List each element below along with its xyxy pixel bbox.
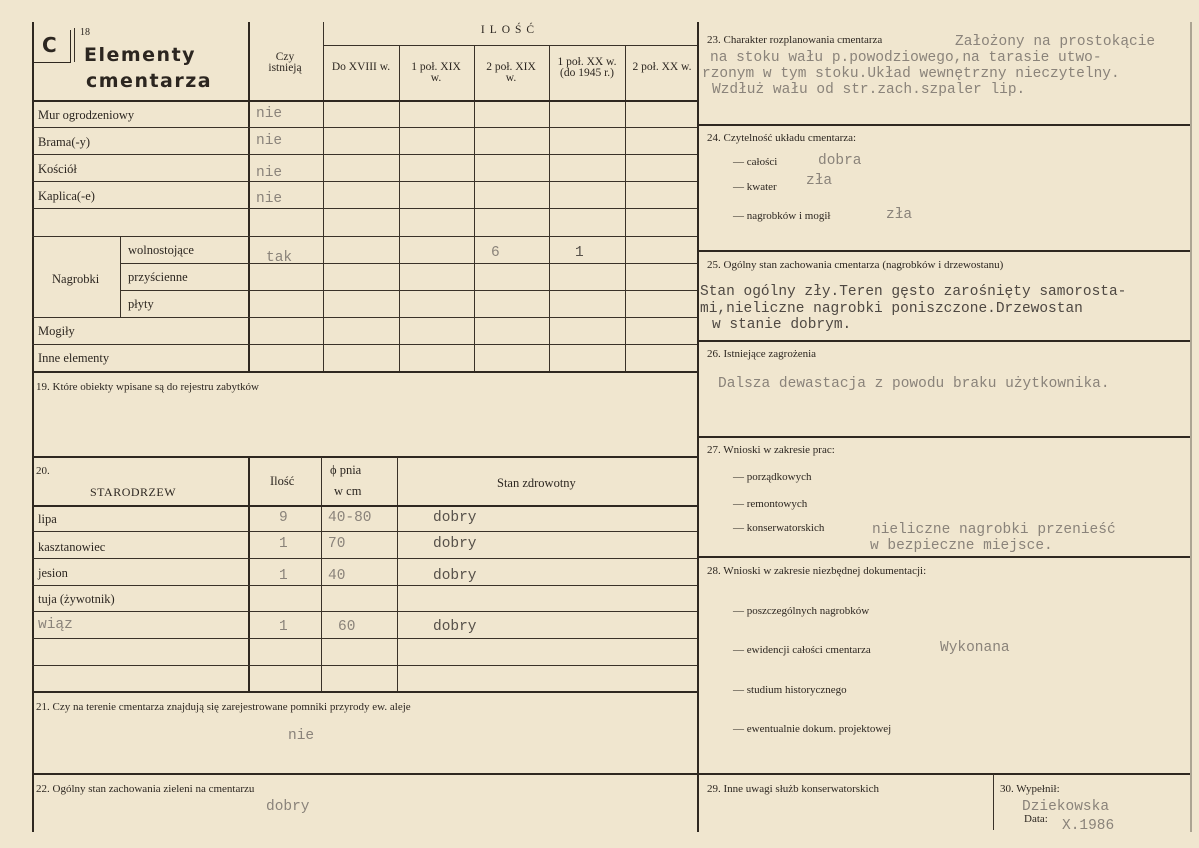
tree-name-2: jesion bbox=[38, 566, 68, 580]
element-label-mur: Mur ogrodzeniowy bbox=[38, 108, 135, 122]
q30-divider bbox=[993, 774, 994, 830]
grid-hline-r7 bbox=[120, 290, 697, 291]
q26-answer: Dalsza dewastacja z powodu braku użytkownika. bbox=[718, 376, 1110, 392]
q30-date-label: Data: bbox=[1024, 813, 1048, 825]
tree-name-4: wiąz bbox=[38, 617, 73, 633]
q20-col-count: Ilość bbox=[270, 474, 295, 488]
wolnostojace-qty-2pol-xix: 6 bbox=[491, 245, 500, 261]
q23-line2: na stoku wału p.powodziowego,na tarasie utwo- bbox=[710, 50, 1102, 66]
tree-diameter-2: 40 bbox=[328, 568, 346, 584]
quantity-header: ILOŚĆ bbox=[480, 24, 540, 36]
q20-hline-5 bbox=[32, 638, 697, 639]
tree-health-1: dobry bbox=[433, 536, 477, 552]
tree-count-0: 9 bbox=[279, 510, 288, 526]
left-edge-line bbox=[32, 22, 34, 832]
element-label-inne: Inne elementy bbox=[38, 351, 110, 365]
q27-porzadkowych: — porządkowych bbox=[733, 471, 812, 483]
q30-label: 30. Wypełnił: bbox=[1000, 783, 1060, 795]
wolnostojace-qty-1pol-xx: 1 bbox=[575, 245, 584, 261]
grid-hline-r8 bbox=[32, 317, 697, 318]
tree-diameter-0: 40-80 bbox=[328, 510, 372, 526]
grid-hline-header-bottom bbox=[32, 100, 697, 102]
q22-answer: dobry bbox=[266, 799, 310, 815]
element-label-mogily: Mogiły bbox=[38, 324, 75, 338]
grid-hline-r4 bbox=[32, 208, 697, 209]
q30-date: X.1986 bbox=[1062, 818, 1115, 834]
col-period-1: Do XVIII w. bbox=[331, 61, 391, 73]
grid-vline-q4 bbox=[549, 46, 550, 372]
grid-vline-q2 bbox=[399, 46, 400, 372]
q24-nagrobkow-answer: zła bbox=[886, 207, 913, 223]
q23-bottom-line bbox=[697, 124, 1190, 126]
grid-vline-q1 bbox=[323, 22, 324, 372]
q27-answer-line2: w bezpieczne miejsce. bbox=[870, 538, 1053, 554]
element-exists-mur: nie bbox=[256, 106, 283, 122]
grid-vline-nagrobki bbox=[120, 236, 121, 317]
q28-item3: — studium historycznego bbox=[733, 684, 847, 696]
q30-name: Dziekowska bbox=[1022, 799, 1110, 815]
element-exists-brama: nie bbox=[256, 133, 283, 149]
section-number: 18 bbox=[80, 27, 90, 38]
ilosc-underline bbox=[323, 45, 697, 46]
q25-line2: mi,nieliczne nagrobki poniszczone.Drzewostan bbox=[700, 301, 1083, 317]
element-label-wolnostojace: wolnostojące bbox=[128, 243, 194, 257]
col-period-2: 1 poł. XIX w. bbox=[411, 61, 461, 84]
col-period-4: 1 poł. XX w. (do 1945 r.) bbox=[557, 56, 617, 79]
tree-health-0: dobry bbox=[433, 510, 477, 526]
q28-item2-answer: Wykonana bbox=[940, 640, 1010, 656]
q28-label: 28. Wnioski w zakresie niezbędnej dokumentacji: bbox=[707, 565, 927, 577]
title-left-bar bbox=[74, 28, 75, 62]
col-exists-header: Czy istnieją bbox=[268, 51, 302, 74]
element-label-plyty: płyty bbox=[128, 297, 154, 311]
tree-name-3: tuja (żywotnik) bbox=[38, 592, 115, 606]
center-divider bbox=[697, 22, 699, 832]
q27-remontowych: — remontowych bbox=[733, 498, 808, 510]
element-exists-wolnostojace: tak bbox=[266, 250, 293, 266]
q23-line1: Założony na prostokącie bbox=[955, 34, 1156, 50]
q24-calosci-answer: dobra bbox=[818, 153, 862, 169]
grid-hline-r5 bbox=[32, 236, 697, 237]
q21-bottom-line bbox=[32, 773, 697, 775]
grid-hline-r2 bbox=[32, 154, 697, 155]
col-period-5: 2 poł. XX w. bbox=[632, 61, 692, 73]
q20-number: 20. bbox=[36, 465, 50, 477]
q26-bottom-line bbox=[697, 436, 1190, 438]
q20-hline-header bbox=[32, 505, 697, 507]
q21-answer: nie bbox=[288, 728, 315, 744]
q20-hline-3 bbox=[32, 585, 697, 586]
q20-col-diameter-1: ϕ pnia bbox=[330, 463, 362, 477]
right-edge-line bbox=[1190, 22, 1192, 832]
section-letter: C bbox=[42, 33, 57, 57]
grid-hline-r1 bbox=[32, 127, 697, 128]
q24-label: 24. Czytelność układu cmentarza: bbox=[707, 132, 857, 144]
tree-health-2: dobry bbox=[433, 568, 477, 584]
element-label-przyscienne: przyścienne bbox=[128, 270, 188, 284]
q20-vline-diameter bbox=[321, 457, 322, 691]
q24-kwater-label: — kwater bbox=[733, 181, 777, 193]
q24-calosci-label: — całości bbox=[733, 156, 778, 168]
q23-line3: rzonym w tym stoku.Układ wewnętrzny nieczytelny. bbox=[702, 66, 1120, 82]
grid-hline-table-bottom bbox=[32, 371, 697, 373]
q22-label: 22. Ogólny stan zachowania zieleni na cmentarzu bbox=[36, 783, 255, 795]
q27-label: 27. Wnioski w zakresie prac: bbox=[707, 444, 835, 456]
element-label-kaplica: Kaplica(-e) bbox=[38, 189, 95, 203]
q21-label: 21. Czy na terenie cmentarza znajdują się zarejestrowane pomniki przyrody ew. aleje bbox=[36, 701, 411, 713]
title-line2: cmentarza bbox=[86, 70, 213, 92]
element-label-brama: Brama(-y) bbox=[38, 135, 91, 149]
element-label-kosciol: Kościół bbox=[38, 162, 77, 176]
title-line1: Elementy bbox=[84, 44, 197, 66]
tree-count-2: 1 bbox=[279, 568, 288, 584]
grid-vline-exists bbox=[248, 22, 250, 372]
tree-name-0: lipa bbox=[38, 512, 57, 526]
tree-count-4: 1 bbox=[279, 619, 288, 635]
q25-line1: Stan ogólny zły.Teren gęsto zarośnięty samorosta- bbox=[700, 284, 1127, 300]
q20-hline-4 bbox=[32, 611, 697, 612]
q26-label: 26. Istniejące zagrożenia bbox=[707, 348, 817, 360]
q27-konserwatorskich: — konserwatorskich bbox=[733, 522, 825, 534]
q20-col-diameter-2: w cm bbox=[334, 484, 362, 498]
q28-item1: — poszczególnych nagrobków bbox=[733, 605, 870, 617]
q29-label: 29. Inne uwagi służb konserwatorskich bbox=[707, 783, 879, 795]
q25-line3: w stanie dobrym. bbox=[712, 317, 852, 333]
q23-line4: Wzdłuż wału od str.zach.szpaler lip. bbox=[712, 82, 1026, 98]
grid-hline-r9 bbox=[32, 344, 697, 345]
element-exists-kaplica: nie bbox=[256, 191, 283, 207]
q28-bottom-line bbox=[697, 773, 1190, 775]
tree-health-4: dobry bbox=[433, 619, 477, 635]
q20-col-health: Stan zdrowotny bbox=[497, 476, 576, 490]
q20-title: STARODRZEW bbox=[90, 485, 177, 499]
q24-bottom-line bbox=[697, 250, 1190, 252]
q28-item2: — ewidencji całości cmentarza bbox=[733, 644, 871, 656]
col-period-3: 2 poł. XIX w. bbox=[486, 61, 536, 84]
q23-label: 23. Charakter rozplanowania cmentarza bbox=[707, 34, 883, 46]
q27-bottom-line bbox=[697, 556, 1190, 558]
grid-hline-r3 bbox=[32, 181, 697, 182]
q28-item4: — ewentualnie dokum. projektowej bbox=[733, 723, 892, 735]
q20-vline-health bbox=[397, 457, 398, 691]
q25-label: 25. Ogólny stan zachowania cmentarza (nagrobków i drzewostanu) bbox=[707, 259, 1004, 271]
nagrobki-label: Nagrobki bbox=[52, 272, 100, 286]
grid-vline-q5 bbox=[625, 46, 626, 372]
q20-vline-count bbox=[248, 457, 250, 691]
q24-nagrobkow-label: — nagrobków i mogił bbox=[733, 210, 831, 222]
q25-bottom-line bbox=[697, 340, 1190, 342]
grid-hline-r6 bbox=[120, 263, 697, 264]
q20-hline-6 bbox=[32, 665, 697, 666]
tree-diameter-1: 70 bbox=[328, 536, 346, 552]
q20-hline-1 bbox=[32, 531, 697, 532]
element-exists-kosciol: nie bbox=[256, 165, 283, 181]
q20-hline-bottom bbox=[32, 691, 697, 693]
q24-kwater-answer: zła bbox=[806, 173, 833, 189]
grid-vline-q3 bbox=[474, 46, 475, 372]
tree-name-1: kasztanowiec bbox=[38, 540, 106, 554]
q27-answer-line1: nieliczne nagrobki przenieść bbox=[872, 522, 1116, 538]
tree-diameter-4: 60 bbox=[338, 619, 356, 635]
q19-bottom-line bbox=[32, 456, 697, 458]
tree-count-1: 1 bbox=[279, 536, 288, 552]
q20-hline-2 bbox=[32, 558, 697, 559]
q19-label: 19. Które obiekty wpisane są do rejestru zabytków bbox=[36, 381, 259, 393]
